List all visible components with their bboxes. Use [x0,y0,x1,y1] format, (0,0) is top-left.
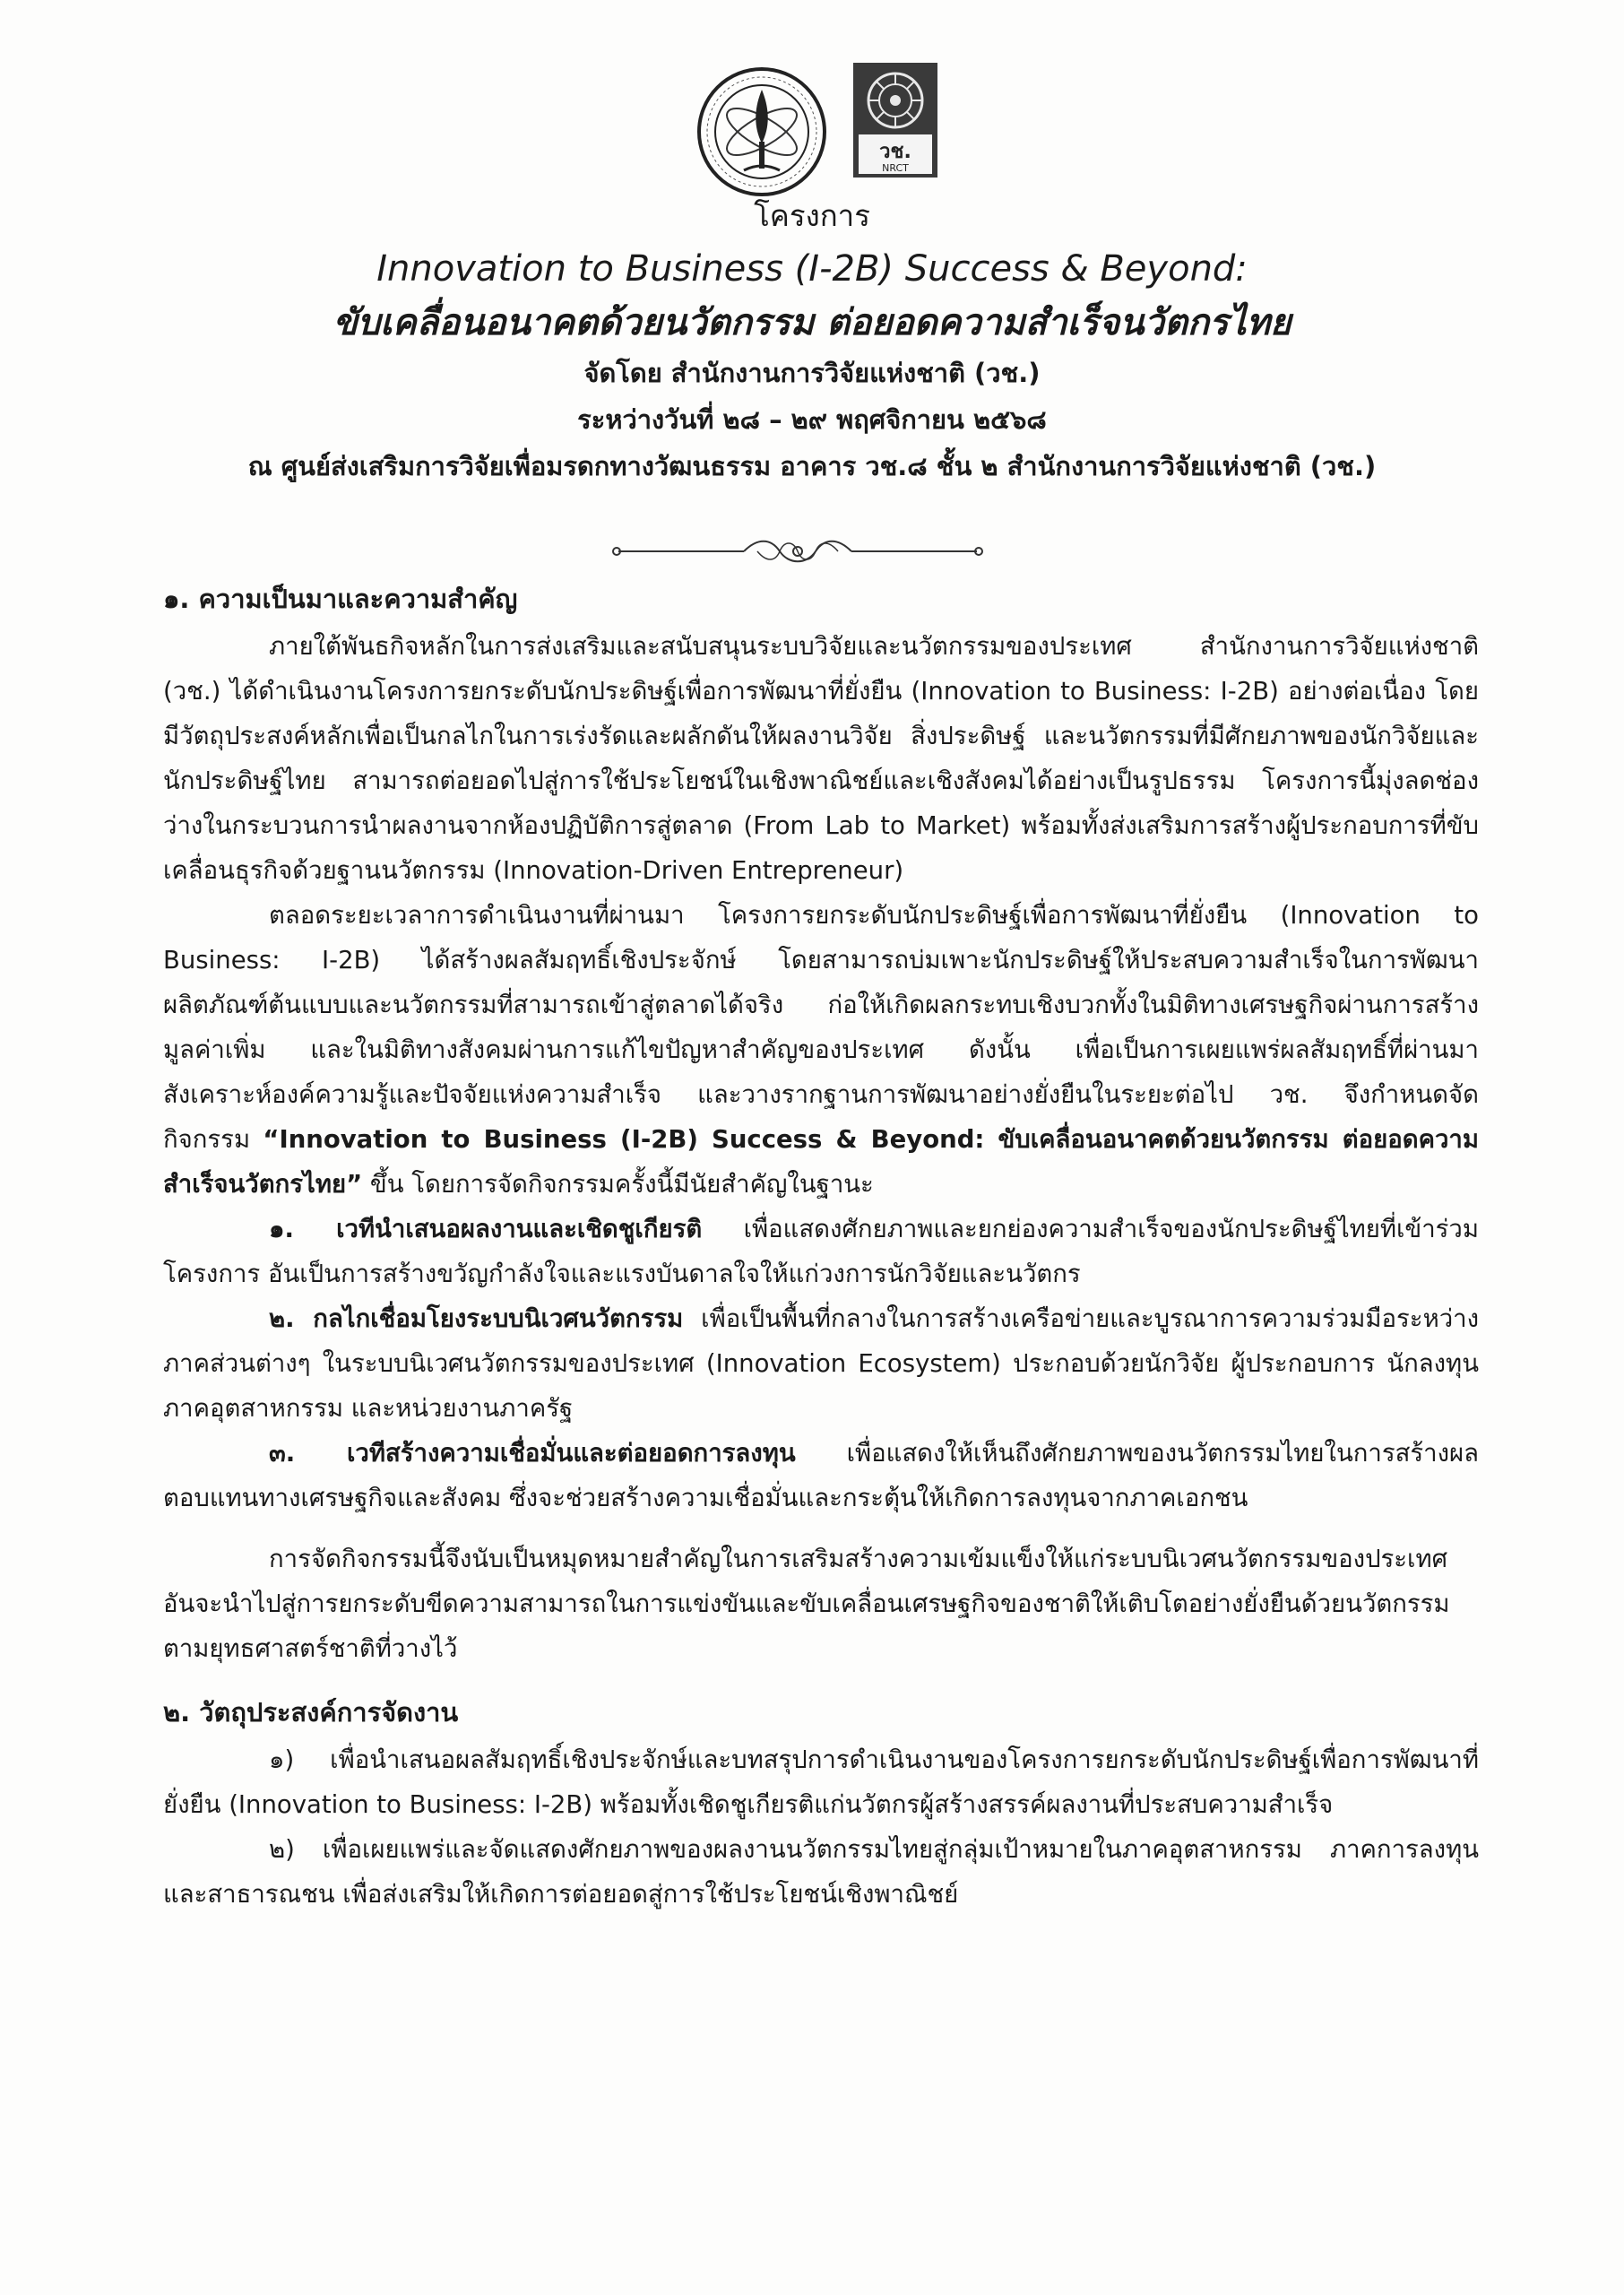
title-thai: ขับเคลื่อนอนาคตด้วยนวัตกรรม ต่อยอดความสำเร็จนวัตกรไทย [333,302,1291,343]
item-1-text: เพื่อแสดงศักยภาพและยกย่องความสำเร็จของนักประดิษฐ์ไทยที่เข้าร่วมโครงการ อันเป็นการสร้างขวัญกำลังใจและแรงบันดาลใจให้แก่วงการนักวิจัยและนวัตกร [163,1215,1479,1288]
project-label: โครงการ [754,198,870,233]
section-1-heading: ๑. ความเป็นมาและความสำคัญ [163,584,518,614]
section-1-paragraph-3: การจัดกิจกรรมนี้จึงนับเป็นหมุดหมายสำคัญในการเสริมสร้างความเข้มแข็งให้แก่ระบบนิเวศนวัตกรรมของประเทศ อันจะนำไปสู่การยกระดับขีดความสามารถในการแข่งขันและขับเคลื่อนเศรษฐกิจของชาติให้เติบโตอย่างยั่งยืนด้วยนวัตกรรมตามยุทธศาสตร์ชาติที่วางไว้ [163,1545,1450,1663]
ornamental-divider [609,533,986,569]
logo-text: วช. [879,141,911,163]
event-venue: ณ ศูนย์ส่งเสริมการวิจัยเพื่อมรดกทางวัฒนธรรม อาคาร วช.๘ ชั้น ๒ สำนักงานการวิจัยแห่งชาติ (วช.) [247,451,1377,481]
logo-subtext: NRCT [882,162,909,174]
paragraph-2-end: ขึ้น โดยการจัดกิจกรรมครั้งนี้มีนัยสำคัญในฐานะ [362,1170,874,1199]
event-title-quote: “Innovation to Business (I-2B) Success & Beyond: ขับเคลื่อนอนาคตด้วยนวัตกรรม ต่อยอดความสำเร็จนวัตกรไทย” [163,1125,1479,1199]
objective-item: ๑) เพื่อนำเสนอผลสัมฤทธิ์เชิงประจักษ์และบทสรุปการดำเนินงานของโครงการยกระดับนักประดิษฐ์เพื่อการพัฒนาที่ยั่งยืน (Innovation to Business: I-2B) พร้อมทั้งเชิดชูเกียรติแก่นวัตกรผู้สร้างสรรค์ผลงานที่ประสบความสำเร็จ [163,1745,1479,1819]
item-2-text: เพื่อเป็นพื้นที่กลางในการสร้างเครือข่ายและบูรณาการความร่วมมือระหว่างภาคส่วนต่างๆ ในระบบนิเวศนวัตกรรมของประเทศ (Innovation Ecosystem) ประกอบด้วยนักวิจัย ผู้ประกอบการ นักลงทุน ภาคอุตสาหกรรม และหน่วยงานภาครัฐ [163,1304,1480,1423]
event-date: ระหว่างวันที่ ๒๘ – ๒๙ พฤศจิกายน ๒๕๖๘ [577,404,1047,435]
nrct-emblem-logo [695,65,829,199]
item-1-title: ๑. เวทีนำเสนอผลงานและเชิดชูเกียรติ [269,1215,703,1243]
document-body [163,574,1479,1917]
item-2-title: ๒. กลไกเชื่อมโยงระบบนิเวศนวัตกรรม [269,1304,684,1333]
nrct-logo [851,61,939,179]
objective-item: ๒) เพื่อเผยแพร่และจัดแสดงศักยภาพของผลงานนวัตกรรมไทยสู่กลุ่มเป้าหมายในภาคอุตสาหกรรม ภาคการลงทุน และสาธารณชน เพื่อส่งเสริมให้เกิดการต่อยอดสู่การใช้ประโยชน์เชิงพาณิชย์ [163,1835,1479,1909]
paragraph-2-text: ตลอดระยะเวลาการดำเนินงานที่ผ่านมา โครงการยกระดับนักประดิษฐ์เพื่อการพัฒนาที่ยั่งยืน (Innovation to Business: I-2B) ได้สร้างผลสัมฤทธิ์เชิงประจักษ์ โดยสามารถบ่มเพาะนักประดิษฐ์ให้ประสบความสำเร็จในการพัฒนาผลิตภัณฑ์ต้นแบบและนวัตกรรมที่สามารถเข้าสู่ตลาดได้จริง ก่อให้เกิดผลกระทบเชิงบวกทั้งในมิติทางเศรษฐกิจผ่านการสร้างมูลค่าเพิ่ม และในมิติทางสังคมผ่านการแก้ไขปัญหาสำคัญของประเทศ ดังนั้น เพื่อเป็นการเผยแพร่ผลสัมฤทธิ์ที่ผ่านมา สังเคราะห์องค์ความรู้และปัจจัยแห่งความสำเร็จ และวางรากฐานการพัฒนาอย่างยั่งยืนในระยะต่อไป วช. จึงกำหนดจัดกิจกรรม [163,901,1479,1154]
item-3-title: ๓. เวทีสร้างความเชื่อมั่นและต่อยอดการลงทุน [269,1439,796,1468]
item-3-text: เพื่อแสดงให้เห็นถึงศักยภาพของนวัตกรรมไทยในการสร้างผลตอบแทนทางเศรษฐกิจและสังคม ซึ่งจะช่วยสร้างความเชื่อมั่นและกระตุ้นให้เกิดการลงทุนจากภาคเอกชน [163,1439,1480,1512]
section-1-paragraph-2 [163,893,1479,1207]
document-header [90,190,1534,489]
logo-area [0,56,1624,208]
list-item [163,1296,1479,1431]
section-1-paragraph-1: ภายใต้พันธกิจหลักในการส่งเสริมและสนับสนุนระบบวิจัยและนวัตกรรมของประเทศ สำนักงานการวิจัยแห่งชาติ (วช.) ได้ดำเนินงานโครงการยกระดับนักประดิษฐ์เพื่อการพัฒนาที่ยั่งยืน (Innovation to Business: I-2B) อย่างต่อเนื่อง โดยมีวัตถุประสงค์หลักเพื่อเป็นกลไกในการเร่งรัดและผลักดันให้ผลงานวิจัย สิ่งประดิษฐ์ และนวัตกรรมที่มีศักยภาพของนักวิจัยและนักประดิษฐ์ไทย สามารถต่อยอดไปสู่การใช้ประโยชน์ในเชิงพาณิชย์และเชิงสังคมได้อย่างเป็นรูปธรรม โครงการนี้มุ่งลดช่องว่างในกระบวนการนำผลงานจากห้องปฏิบัติการสู่ตลาด (From Lab to Market) พร้อมทั้งส่งเสริมการสร้างผู้ประกอบการที่ขับเคลื่อนธุรกิจด้วยฐานนวัตกรรม (Innovation-Driven Entrepreneur) [163,632,1479,885]
list-item [163,1431,1479,1520]
section-2-heading: ๒. วัตถุประสงค์การจัดงาน [163,1697,459,1728]
organizer: จัดโดย สำนักงานการวิจัยแห่งชาติ (วช.) [583,358,1041,388]
title-english: Innovation to Business (I-2B) Success & Beyond: [376,248,1248,290]
list-item [163,1207,1479,1296]
